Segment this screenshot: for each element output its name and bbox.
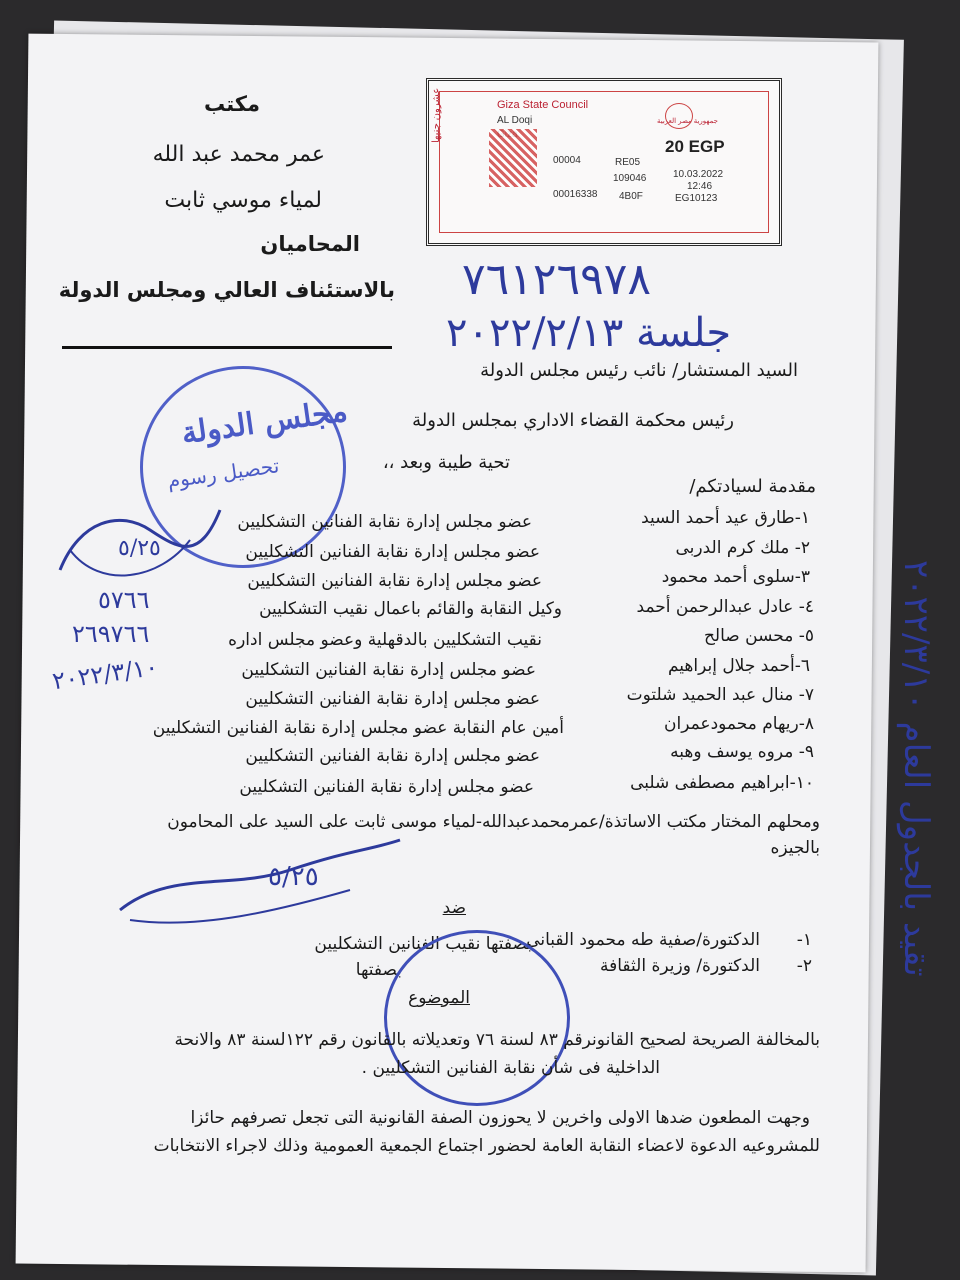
petitioner-name: ٤- عادل عبدالرحمن أحمد: [636, 597, 814, 617]
petitioner-name: ١-طارق عيد أحمد السيد: [641, 508, 810, 528]
greeting: تحية طيبة وبعد ،،: [382, 452, 510, 473]
petitioner-role: عضو مجلس إدارة نقابة الفنانين التشكليين: [245, 542, 540, 562]
scales-icon: [665, 103, 693, 129]
header-title: المحاميان: [260, 232, 360, 256]
addressee-line1: السيد المستشار/ نائب رئيس مجلس الدولة: [480, 360, 798, 381]
respondent-name: الدكتورة/ وزيرة الثقافة: [600, 956, 760, 976]
address-line2: بالجيزه: [770, 838, 820, 858]
petitioner-role: عضو مجلس إدارة نقابة الفنانين التشكليين: [245, 689, 540, 709]
petitioner-name: ٧- منال عبد الحميد شلتوت: [626, 685, 814, 705]
addressee-line2: رئيس محكمة القضاء الاداري بمجلس الدولة: [412, 410, 734, 431]
petitioner-role: نقيب التشكليين بالدقهلية وعضو مجلس اداره: [228, 630, 542, 650]
postage-stamp: [426, 78, 782, 246]
subject-p1-line2: الداخلية فى شأن نقابة الفنانين التشكليين .: [361, 1058, 660, 1078]
signature-bottom-icon: [110, 830, 410, 940]
respondent-num: ٢-: [796, 956, 812, 976]
eagle-seal-stamp: [384, 930, 570, 1106]
subject-p2-line1: وجهت المطعون ضدها الاولى واخرين لا يحوزون الصفة القانونية التى تجعل تصرفهم حائزا: [190, 1108, 810, 1128]
petitioner-name: ٨-ريهام محمودعمران: [664, 714, 814, 734]
petitioner-role: عضو مجلس إدارة نقابة الفنانين التشكليين: [247, 571, 542, 591]
stamp-code3: 109046: [613, 173, 647, 184]
subject-label: الموضوع: [408, 988, 470, 1008]
stamp-issuer: جمهورية مصر العربية: [657, 118, 719, 125]
stamp-line2: AL Doqi: [497, 115, 533, 126]
stamp-time: 12:46: [687, 181, 713, 192]
address-line1: ومحلهم المختار مكتب الاساتذة/عمرمحمدعبدالله-لمياء موسى ثابت على السيد على المحامون: [167, 812, 820, 832]
stamp-round-subtitle: تحصيل رسوم: [165, 453, 281, 493]
stamp-round-title: مجلس الدولة: [179, 393, 350, 452]
stamp-amount: 20 EGP: [665, 137, 725, 156]
stamp-machine: EG10123: [675, 193, 718, 204]
margin-note-vertical: تقيد بالجدول العام ٢٠٢٢/٣/١٠: [896, 560, 936, 977]
respondent-role: بصفتها نقيب الفنانين التشكليين: [314, 934, 532, 954]
petitioner-name: ٢- ملك كرم الدربى: [675, 538, 810, 558]
signature-scribble-icon: [40, 480, 240, 600]
petitioner-name: ٣-سلوى أحمد محمود: [661, 567, 810, 587]
petitioner-role: عضو مجلس إدارة نقابة الفنانين التشكليين: [241, 660, 536, 680]
petitioner-role: عضو مجلس إدارة نقابة الفنانين التشكليين: [239, 777, 534, 797]
header-rule: [62, 346, 392, 349]
subject-p1-line1: بالمخالفة الصريحة لصحيح القانونرقم ٨٣ لسنة ٧٦ وتعديلاته بالقانون رقم ١٢٢لسنة ٨٣ والانحة: [174, 1030, 820, 1050]
petitioner-name: ٩- مروه يوسف وهبه: [670, 742, 814, 762]
stamp-code4: 00016338: [553, 189, 598, 200]
stamp-side-text: عشرون جنيها: [431, 87, 442, 143]
petitioner-name: ٦-أحمد جلال إبراهيم: [667, 656, 810, 676]
respondent-num: ١-: [796, 930, 812, 950]
petitioner-name: ٥- محسن صالح: [703, 626, 814, 646]
header-lawyer2: لمياء موسي ثابت: [164, 188, 322, 213]
left-note-3: ٢٦٩٧٦٦: [72, 620, 150, 648]
petitioner-role: عضو مجلس إدارة نقابة الفنانين التشكليين: [245, 746, 540, 766]
header-office: مكتب: [203, 92, 260, 116]
stamp-code5: 4B0F: [619, 191, 643, 202]
against-label: ضد: [442, 898, 466, 918]
petitioner-name: ١٠-ابراهيم مصطفى شلبى: [630, 773, 814, 793]
signature-note: ٥/٢٥: [268, 862, 319, 892]
petitioner-role: وكيل النقابة والقائم باعمال نقيب التشكليين: [259, 599, 562, 619]
left-note-1: ٥/٢٥: [118, 536, 161, 561]
subject-p2-line2: للمشروعيه الدعوة لاعضاء النقابة العامة لحضور اجتماع الجمعية العمومية وذلك لاجراء الانتخابات: [153, 1136, 820, 1156]
respondent-role: بصفتها: [355, 960, 402, 980]
intro: مقدمة لسيادتكم/: [689, 476, 816, 497]
stamp-line1: Giza State Council: [497, 99, 589, 111]
qr-code-icon: [489, 129, 537, 187]
session-date-handwritten: جلسة ٢٠٢٢/٢/١٣: [446, 310, 732, 356]
stamp-date: 10.03.2022: [673, 169, 724, 180]
stamp-code1: 00004: [553, 155, 581, 166]
left-note-4: ٢٠٢٢/٣/١٠: [50, 652, 160, 696]
left-note-2: ٥٧٦٦: [98, 586, 150, 614]
header-lawyer1: عمر محمد عبد الله: [152, 142, 325, 167]
case-number-handwritten: ٧٦١٢٦٩٧٨: [462, 254, 652, 305]
stamp-code2: RE05: [615, 157, 641, 168]
petitioner-role: أمين عام النقابة عضو مجلس إدارة نقابة الفنانين التشكليين: [152, 718, 564, 738]
petitioner-role: عضو مجلس إدارة نقابة الفنانين التشكليين: [237, 512, 532, 532]
respondent-name: الدكتورة/صفية طه محمود القبانى: [526, 930, 760, 950]
header-court: بالاستئناف العالي ومجلس الدولة: [58, 278, 395, 302]
